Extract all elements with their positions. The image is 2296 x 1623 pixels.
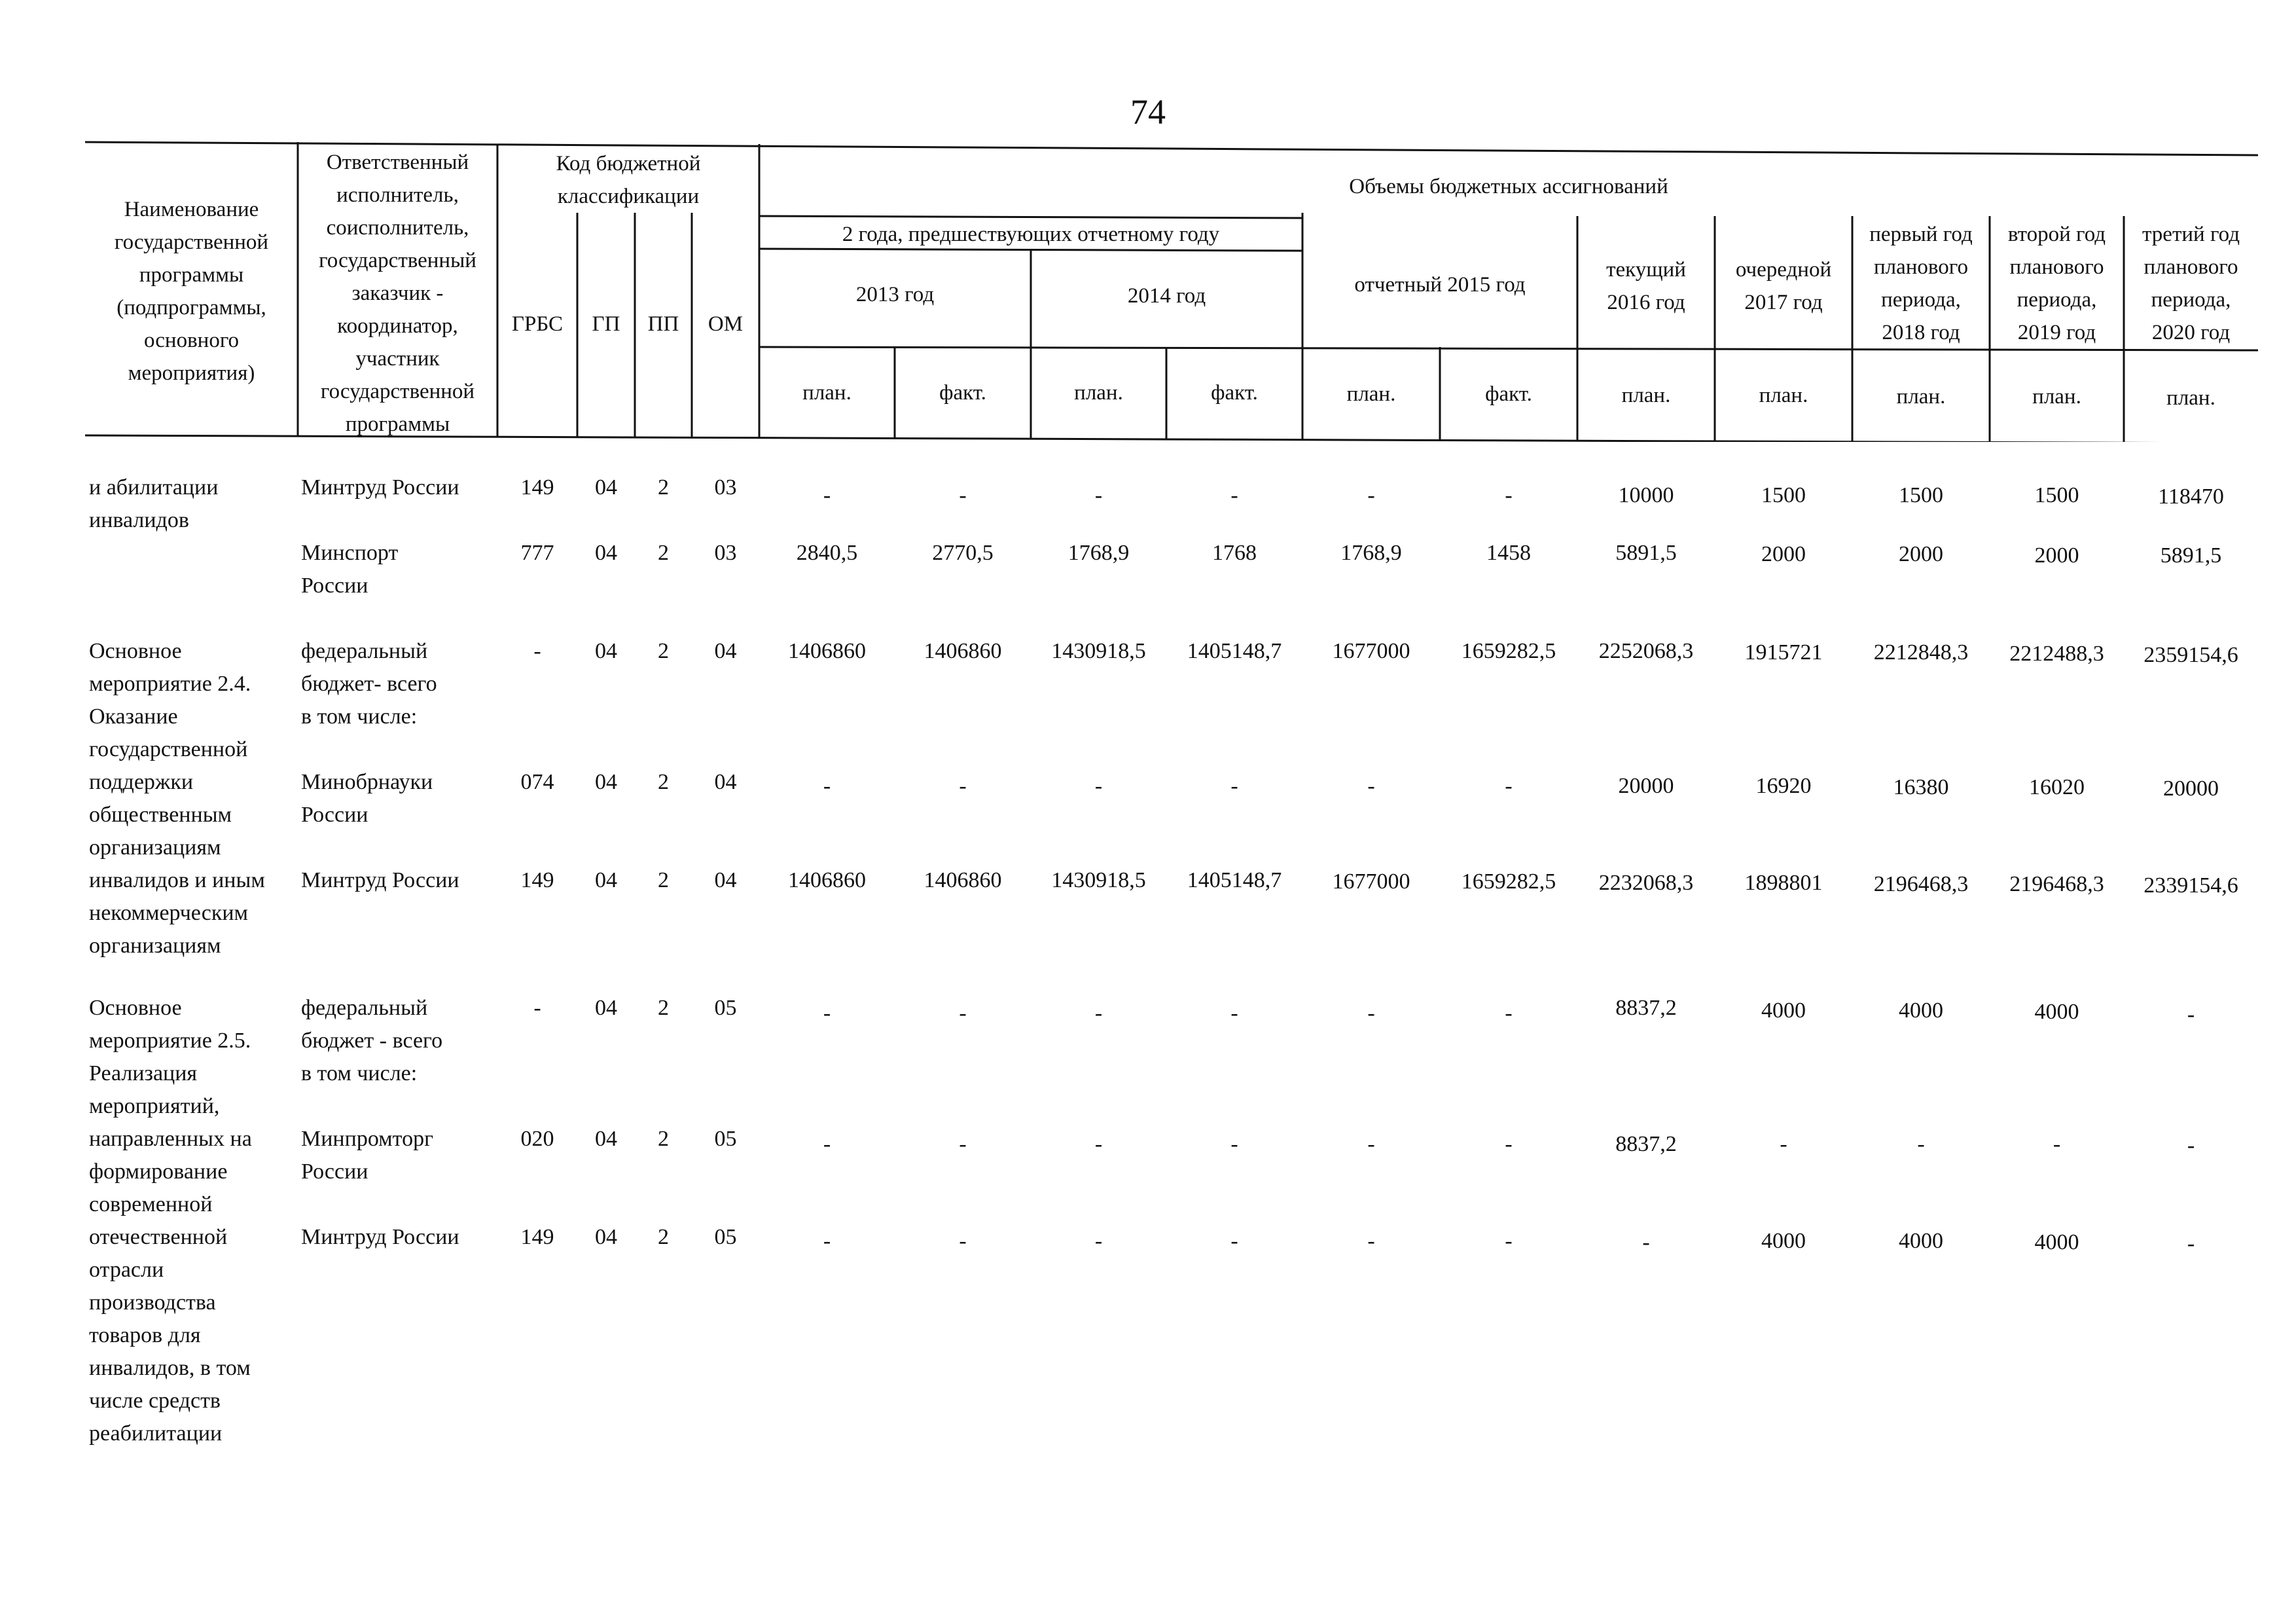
cell-2017-plan: 1500: [1761, 483, 1806, 507]
cell-2020-plan: -: [2187, 1002, 2195, 1027]
cell-grbs: 149: [520, 868, 554, 892]
cell-2015-fact: -: [1505, 774, 1513, 798]
cell-2019-plan: 1500: [2034, 483, 2079, 507]
header-2016-plan: план.: [1621, 384, 1671, 407]
cell-2013-plan: -: [823, 1229, 831, 1253]
cell-2016-plan: 5891,5: [1615, 541, 1677, 565]
header-code-gp: ГП: [592, 312, 620, 336]
cell-2019-plan: 2196468,3: [2009, 872, 2104, 896]
cell-2013-fact: -: [959, 1132, 967, 1156]
cell-2019-plan: 2000: [2034, 543, 2079, 568]
cell-2013-fact: 1406860: [924, 868, 1002, 892]
cell-2013-fact: -: [959, 774, 967, 798]
cell-2013-fact: -: [959, 1001, 967, 1025]
cell-om: 05: [714, 1225, 737, 1249]
cell-2015-plan: 1677000: [1332, 869, 1410, 894]
cell-om: 05: [714, 1127, 737, 1151]
cell-2018-plan: 4000: [1899, 998, 1943, 1023]
cell-2017-plan: 4000: [1761, 1229, 1806, 1253]
cell-2019-plan: 2212488,3: [2009, 642, 2104, 666]
cell-om: 03: [714, 541, 737, 565]
cell-2014-plan: 1768,9: [1067, 541, 1130, 565]
cell-grbs: -: [533, 639, 541, 663]
header-2014-fact: факт.: [1211, 381, 1258, 405]
cell-2014-plan: -: [1094, 1001, 1103, 1025]
cell-2013-fact: -: [959, 483, 967, 507]
cell-2017-plan: -: [1780, 1132, 1787, 1156]
cell-2014-fact: 1405148,7: [1187, 868, 1282, 892]
cell-om: 04: [714, 868, 737, 892]
cell-2016-plan: 8837,2: [1615, 1132, 1677, 1156]
cell-2016-plan: 20000: [1618, 774, 1674, 798]
cell-2019-plan: 4000: [2034, 1230, 2079, 1254]
cell-2015-plan: 1768,9: [1340, 541, 1402, 565]
cell-gp: 04: [595, 541, 617, 565]
header-2016: текущий 2016 год: [1606, 258, 1686, 314]
cell-2014-fact: -: [1230, 1132, 1238, 1156]
cell-2013-plan: 1406860: [788, 868, 866, 892]
cell-2014-plan: -: [1094, 483, 1103, 507]
row-name: поддержки общественным организациям: [89, 770, 232, 860]
cell-grbs: 149: [520, 1225, 554, 1249]
cell-grbs: 777: [520, 541, 554, 565]
header-2017: очередной 2017 год: [1735, 258, 1832, 314]
cell-2018-plan: -: [1917, 1132, 1925, 1156]
header-volumes: Объемы бюджетных ассигнований: [1349, 175, 1668, 198]
header-2018: первый год планового периода, 2018 год: [1869, 223, 1973, 344]
cell-2013-plan: 1406860: [788, 639, 866, 663]
cell-gp: 04: [595, 639, 617, 663]
cell-grbs: 020: [520, 1127, 554, 1151]
cell-gp: 04: [595, 1127, 617, 1151]
cell-2015-plan: -: [1367, 483, 1375, 507]
header-2013-fact: факт.: [939, 381, 986, 405]
cell-2014-fact: -: [1230, 483, 1238, 507]
cell-pp: 2: [658, 1225, 669, 1249]
cell-2014-fact: 1405148,7: [1187, 639, 1282, 663]
cell-2020-plan: 118470: [2158, 484, 2224, 509]
row-name: Основное мероприятие 2.4. Оказание государственной: [89, 639, 251, 761]
cell-2014-fact: -: [1230, 774, 1238, 798]
cell-2020-plan: 2359154,6: [2144, 643, 2238, 667]
cell-2014-fact: -: [1230, 1001, 1238, 1025]
header-budget-code: Код бюджетной классификации: [556, 152, 701, 208]
cell-2017-plan: 2000: [1761, 542, 1806, 566]
header-code-pp: ПП: [647, 312, 679, 336]
cell-2015-plan: -: [1367, 1001, 1375, 1025]
header-prev-years: 2 года, предшествующих отчетному году: [842, 223, 1220, 246]
row-executor: федеральный бюджет - всего в том числе:: [301, 996, 443, 1085]
cell-om: 05: [714, 996, 737, 1020]
cell-2016-plan: -: [1642, 1230, 1650, 1254]
table-header: [85, 141, 2258, 442]
cell-gp: 04: [595, 475, 617, 500]
cell-2014-fact: 1768: [1212, 541, 1257, 565]
header-2014-plan: план.: [1074, 381, 1123, 405]
header-2020-plan: план.: [2166, 386, 2215, 410]
cell-2014-plan: 1430918,5: [1051, 639, 1146, 663]
cell-2020-plan: 2339154,6: [2144, 873, 2238, 898]
row-executor: Минпромторг России: [301, 1127, 434, 1184]
header-2017-plan: план.: [1759, 384, 1808, 407]
header-2020: третий год планового периода, 2020 год: [2142, 223, 2240, 344]
cell-2018-plan: 1500: [1899, 483, 1943, 507]
cell-2015-plan: 1677000: [1332, 639, 1410, 663]
cell-2015-fact: -: [1505, 1001, 1513, 1025]
header-2015: отчетный 2015 год: [1354, 273, 1526, 297]
cell-om: 03: [714, 475, 737, 500]
row-name: инвалидов и иным некоммерческим организациям: [89, 868, 265, 958]
cell-pp: 2: [658, 639, 669, 663]
cell-pp: 2: [658, 770, 669, 794]
cell-2014-plan: 1430918,5: [1051, 868, 1146, 892]
header-2018-plan: план.: [1896, 385, 1946, 409]
cell-2018-plan: 2000: [1899, 542, 1943, 566]
cell-2013-fact: -: [959, 1229, 967, 1253]
cell-2018-plan: 2196468,3: [1873, 872, 1969, 896]
cell-2016-plan: 2232068,3: [1598, 871, 1694, 895]
cell-pp: 2: [658, 868, 669, 892]
row-name: и абилитации инвалидов: [89, 475, 219, 532]
header-exec-col: Ответственный исполнитель, соисполнитель, государственный заказчик - координатор, участник государственной программы: [319, 151, 476, 436]
cell-2016-plan: 10000: [1618, 483, 1674, 507]
cell-gp: 04: [595, 770, 617, 794]
cell-2016-plan: 8837,2: [1615, 996, 1677, 1020]
cell-2015-plan: -: [1367, 774, 1375, 798]
cell-2018-plan: 16380: [1893, 775, 1949, 799]
header-code-om: ОМ: [708, 312, 744, 336]
cell-2015-fact: -: [1505, 1132, 1513, 1156]
cell-gp: 04: [595, 996, 617, 1020]
cell-pp: 2: [658, 1127, 669, 1151]
cell-2016-plan: 2252068,3: [1598, 639, 1694, 663]
cell-2015-fact: 1458: [1486, 541, 1531, 565]
cell-grbs: 149: [520, 475, 554, 500]
header-name-col: Наименование государственной программы (подпрограммы, основного мероприятия): [114, 198, 269, 385]
page-number: 74: [1130, 92, 1166, 132]
cell-2017-plan: 1898801: [1744, 871, 1823, 895]
cell-2014-fact: -: [1230, 1229, 1238, 1253]
cell-2014-plan: -: [1094, 1229, 1103, 1253]
cell-om: 04: [714, 639, 737, 663]
cell-2013-fact: 2770,5: [932, 541, 994, 565]
row-executor: федеральный бюджет- всего в том числе:: [301, 639, 437, 729]
cell-2013-plan: -: [823, 774, 831, 798]
cell-gp: 04: [595, 1225, 617, 1249]
cell-2014-plan: -: [1094, 1132, 1103, 1156]
cell-gp: 04: [595, 868, 617, 892]
row-executor: Минтруд России: [301, 1225, 459, 1249]
cell-grbs: -: [533, 996, 541, 1020]
cell-2015-fact: 1659282,5: [1461, 869, 1556, 894]
cell-2015-plan: -: [1367, 1132, 1375, 1156]
cell-om: 04: [714, 770, 737, 794]
cell-pp: 2: [658, 996, 669, 1020]
cell-2013-plan: -: [823, 483, 831, 507]
cell-2017-plan: 1915721: [1744, 640, 1823, 665]
cell-2019-plan: 16020: [2029, 775, 2085, 799]
cell-2020-plan: 20000: [2163, 776, 2219, 801]
cell-2017-plan: 4000: [1761, 998, 1806, 1023]
header-2013-plan: план.: [802, 381, 852, 405]
row-name: отечественной отрасли производства товаров для инвалидов, в том числе средств реабилитации: [89, 1225, 251, 1446]
cell-pp: 2: [658, 475, 669, 500]
cell-grbs: 074: [520, 770, 554, 794]
cell-2019-plan: -: [2053, 1132, 2061, 1156]
header-2015-plan: план.: [1346, 382, 1396, 406]
cell-2020-plan: 5891,5: [2160, 543, 2222, 568]
cell-2015-fact: 1659282,5: [1461, 639, 1556, 663]
cell-2013-plan: -: [823, 1001, 831, 1025]
cell-pp: 2: [658, 541, 669, 565]
cell-2019-plan: 4000: [2034, 1000, 2079, 1024]
cell-2018-plan: 2212848,3: [1873, 640, 1969, 665]
header-2013: 2013 год: [855, 283, 935, 306]
row-executor: Минтруд России: [301, 868, 459, 892]
cell-2018-plan: 4000: [1899, 1229, 1943, 1253]
cell-2013-plan: -: [823, 1132, 831, 1156]
cell-2020-plan: -: [2187, 1133, 2195, 1158]
row-executor: Минобрнауки России: [301, 770, 433, 827]
cell-2015-fact: -: [1505, 483, 1513, 507]
header-2014: 2014 год: [1127, 284, 1206, 308]
cell-2013-plan: 2840,5: [796, 541, 858, 565]
cell-2014-plan: -: [1094, 774, 1103, 798]
cell-2015-plan: -: [1367, 1229, 1375, 1253]
header-2019-plan: план.: [2032, 385, 2081, 409]
header-code-grbs: ГРБС: [511, 312, 564, 336]
cell-2013-fact: 1406860: [924, 639, 1002, 663]
header-2019: второй год планового периода, 2019 год: [2007, 223, 2106, 344]
cell-2015-fact: -: [1505, 1229, 1513, 1253]
cell-2020-plan: -: [2187, 1231, 2195, 1256]
row-name: Основное мероприятие 2.5. Реализация мероприятий,: [89, 996, 251, 1118]
cell-2017-plan: 16920: [1755, 774, 1812, 798]
row-name: направленных на формирование современной: [89, 1127, 252, 1216]
row-executor: Минтруд России: [301, 475, 459, 500]
header-2015-fact: факт.: [1485, 382, 1532, 406]
row-executor: Минспорт России: [301, 541, 399, 598]
